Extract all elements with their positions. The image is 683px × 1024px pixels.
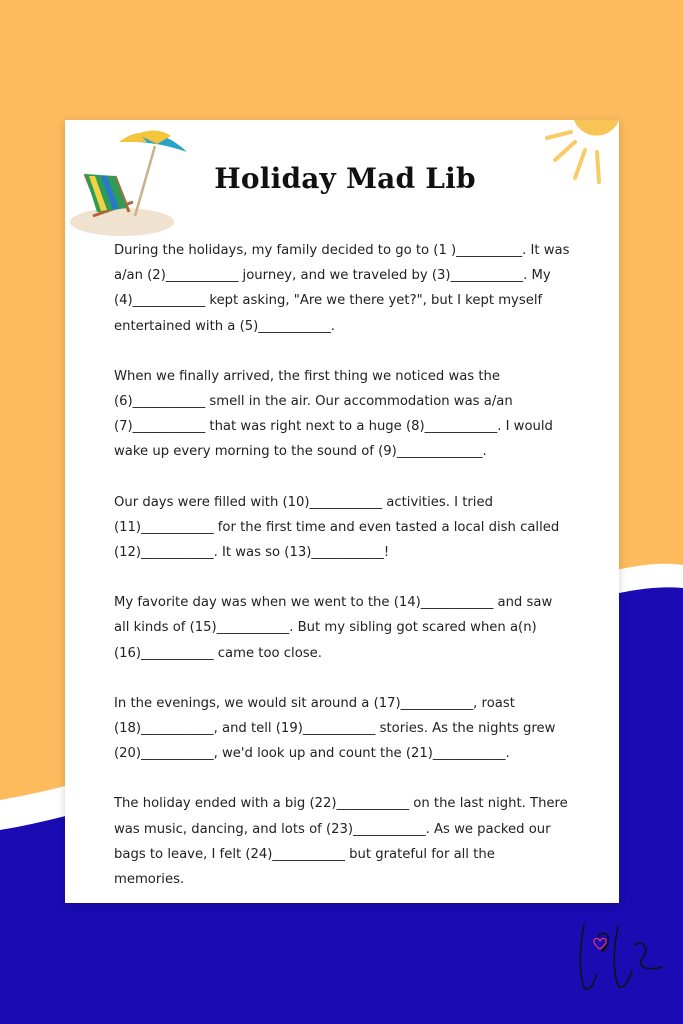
worksheet-page — [65, 120, 619, 903]
signature-logo-icon — [574, 915, 674, 995]
story-paragraph-2: When we finally arrived, the first thing we noticed was the (6)___________ smell in the air. Our accommodation was a/an (7)___________ that was right next to a huge (8)___________. I would wake up every morning to the sound of (9)_____________. — [114, 368, 553, 460]
page-title: Holiday Mad Lib — [214, 162, 476, 195]
story-paragraph-5: In the evenings, we would sit around a (17)___________, roast (18)___________, and tell (19)___________ stories. As the nights grew (20)___________, we'd look up and count the (21)___________. — [114, 695, 556, 762]
beach-chair-umbrella-icon — [67, 124, 187, 239]
story-paragraph-3: Our days were filled with (10)___________ activities. I tried (11)___________ for the first time and even tasted a local dish called (12)___________. It was so (13)___________! — [114, 494, 560, 561]
sun-icon — [539, 120, 619, 186]
story-paragraph-6: The holiday ended with a big (22)___________ on the last night. There was music, dancing, and lots of (23)___________. As we packed our bags to leave, I felt (24)___________ but grateful for all the memories. — [114, 796, 568, 888]
story-paragraph-1: During the holidays, my family decided to go to (1 )__________. It was a/an (2)___________ journey, and we traveled by (3)___________. My (4)___________ kept asking, "Are we there yet?", but I kept myself entertained with a (5)___________. — [114, 243, 570, 334]
story-paragraph-4: My favorite day was when we went to the (14)___________ and saw all kinds of (15)___________. But my sibling got scared when a(n) (16)___________ came too close. — [114, 595, 553, 661]
mad-lib-story — [114, 238, 584, 917]
